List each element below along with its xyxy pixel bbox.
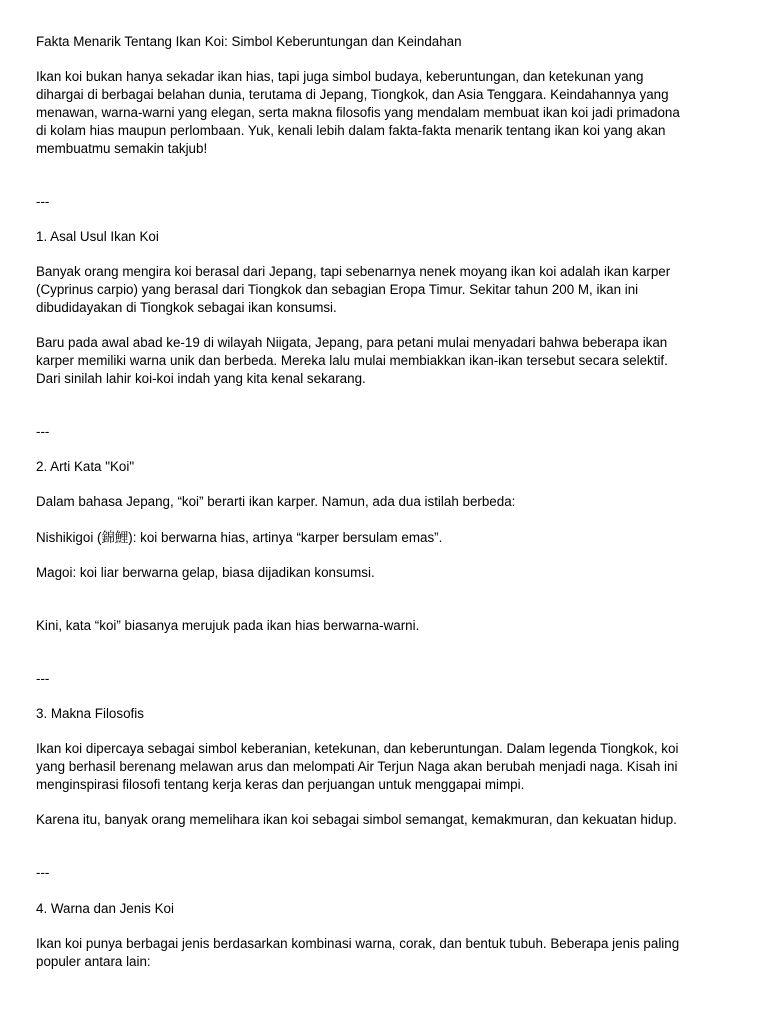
paragraph-line: Dalam bahasa Jepang, “koi” berarti ikan karper. Namun, ada dua istilah berbeda: bbox=[36, 494, 516, 509]
paragraph-line: Nishikigoi (錦鯉): koi berwarna hias, artinya “karper bersulam emas”. bbox=[36, 530, 443, 545]
intro-line: Ikan koi bukan hanya sekadar ikan hias, tapi juga simbol budaya, keberuntungan, dan ketekunan yang bbox=[36, 69, 644, 84]
paragraph-line: Baru pada awal abad ke-19 di wilayah Niigata, Jepang, para petani mulai menyadari bahwa beberapa ikan bbox=[36, 335, 668, 350]
section-heading-makna-filosofis: 3. Makna Filosofis bbox=[36, 706, 144, 721]
section-separator: --- bbox=[36, 424, 50, 439]
paragraph-line: populer antara lain: bbox=[36, 954, 151, 969]
section-separator: --- bbox=[36, 865, 50, 880]
paragraph-line: Karena itu, banyak orang memelihara ikan koi sebagai simbol semangat, kemakmuran, dan kekuatan hidup. bbox=[36, 812, 677, 827]
section-heading-asal-usul: 1. Asal Usul Ikan Koi bbox=[36, 229, 159, 244]
paragraph-line: (Cyprinus carpio) yang berasal dari Tiongkok dan sebagian Eropa Timur. Sekitar tahun 200 M, ikan ini bbox=[36, 282, 639, 297]
intro-line: di kolam hias maupun perlombaan. Yuk, kenali lebih dalam fakta-fakta menarik tentang ikan koi yang akan bbox=[36, 123, 666, 138]
intro-line: membuatmu semakin takjub! bbox=[36, 141, 208, 156]
paragraph-line: dibudidayakan di Tiongkok sebagai ikan konsumsi. bbox=[36, 300, 337, 315]
section-heading-warna-jenis: 4. Warna dan Jenis Koi bbox=[36, 901, 174, 916]
section-separator: --- bbox=[36, 194, 50, 209]
paragraph-line: Kini, kata “koi” biasanya merujuk pada ikan hias berwarna-warni. bbox=[36, 618, 420, 633]
intro-line: dihargai di berbagai belahan dunia, terutama di Jepang, Tiongkok, dan Asia Tenggara. Keindahannya yang bbox=[36, 87, 669, 102]
paragraph-line: Magoi: koi liar berwarna gelap, biasa dijadikan konsumsi. bbox=[36, 565, 375, 580]
paragraph-line: karper memiliki warna unik dan berbeda. Mereka lalu mulai membiakkan ikan-ikan tersebut secara selektif. bbox=[36, 353, 668, 368]
document-title: Fakta Menarik Tentang Ikan Koi: Simbol Keberuntungan dan Keindahan bbox=[36, 34, 462, 49]
paragraph-line: menginspirasi filosofi tentang kerja keras dan perjuangan untuk menggapai mimpi. bbox=[36, 777, 525, 792]
paragraph-line: Ikan koi dipercaya sebagai simbol keberanian, ketekunan, dan keberuntungan. Dalam legenda Tiongkok, koi bbox=[36, 741, 679, 756]
paragraph-line: Dari sinilah lahir koi-koi indah yang kita kenal sekarang. bbox=[36, 371, 366, 386]
paragraph-line: yang berhasil berenang melawan arus dan melompati Air Terjun Naga akan berubah menjadi naga. Kisah ini bbox=[36, 759, 678, 774]
paragraph-line: Ikan koi punya berbagai jenis berdasarkan kombinasi warna, corak, dan bentuk tubuh. Beberapa jenis paling bbox=[36, 936, 680, 951]
section-separator: --- bbox=[36, 671, 50, 686]
intro-line: menawan, warna-warni yang elegan, serta makna filosofis yang mendalam membuat ikan koi jadi primadona bbox=[36, 105, 680, 120]
section-heading-arti-kata: 2. Arti Kata "Koi" bbox=[36, 459, 135, 474]
paragraph-line: Banyak orang mengira koi berasal dari Jepang, tapi sebenarnya nenek moyang ikan koi adalah ikan karper bbox=[36, 264, 671, 279]
